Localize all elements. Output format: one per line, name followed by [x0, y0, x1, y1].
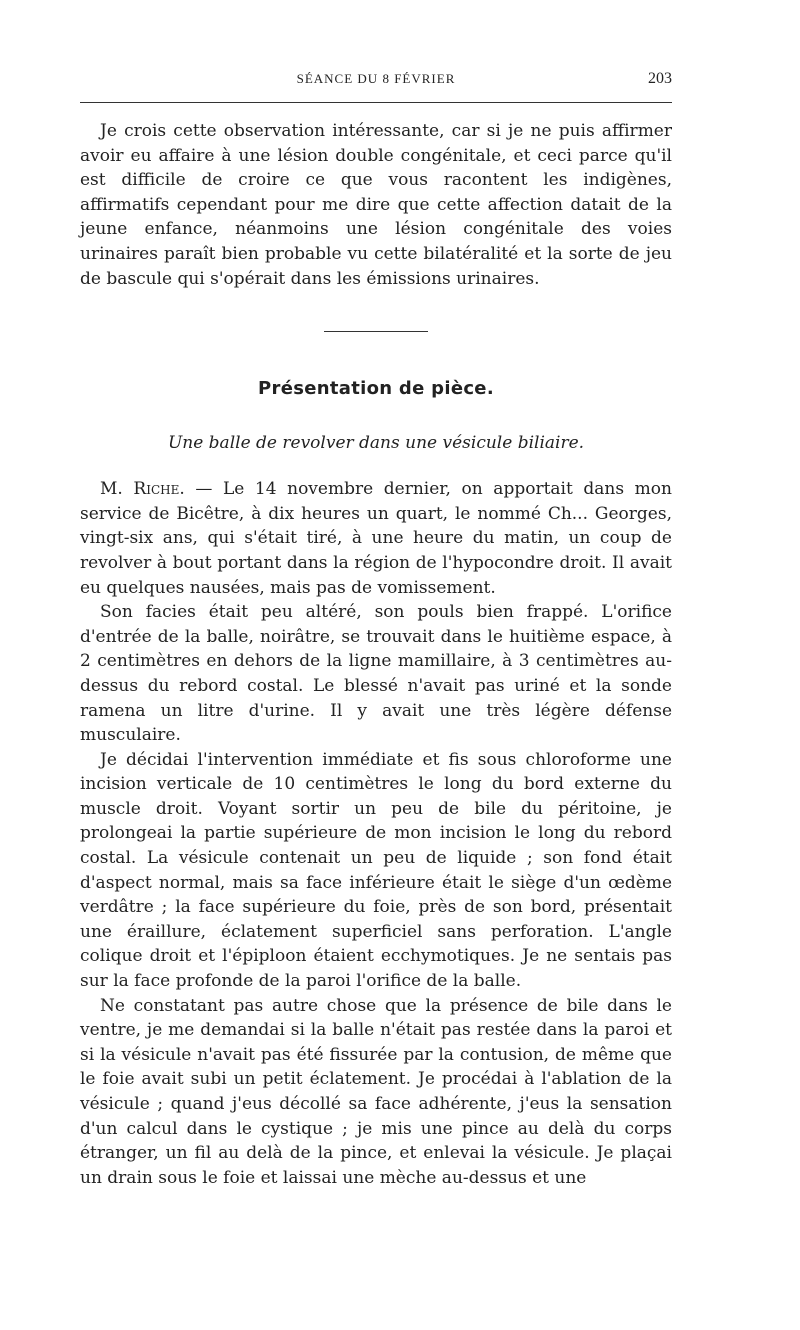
- paragraph-1: [80, 477, 672, 600]
- author-prefix: M.: [100, 479, 134, 500]
- paragraph-4: Ne constatant pas autre chose que la présence de bile dans le ventre, je me demandai si la balle n'était pas restée dans la paroi et si la vésicule n'avait pas été fissurée par la contusion, de même que le foie avait subi un petit éclatement. Je procédai à l'ablation de la vésicule ; quand j'eus décollé sa face adhérente, j'eus la sensation d'un calcul dans le cystique ; je mis une pince au delà du corps étranger, un fil au delà de la pince, et enlevai la vésicule. Je plaçai un drain sous le foie et laissai une mèche au-dessus et une: [80, 995, 672, 1188]
- section-subtitle: Une balle de revolver dans une vésicule biliaire.: [167, 433, 585, 454]
- body-text: [80, 477, 672, 1190]
- running-head: SÉANCE DU 8 FÉVRIER: [296, 71, 456, 86]
- document-page: [80, 70, 672, 1190]
- paragraph-3: Je décidai l'intervention immédiate et fis sous chloroforme une incision verticale de 10 centimètres le long du bord externe du muscle droit. Voyant sortir un peu de bile du péritoine, je prolongeai la partie supérieure de mon incision le long du rebord costal. La vésicule contenait un peu de liquide ; son fond était d'aspect normal, mais sa face inférieure était le siège d'un œdème verdâtre ; la face supérieure du foie, près de son bord, présentait une éraillure, éclatement superficiel sans perforation. L'angle colique droit et l'épiploon étaient ecchymotiques. Je ne sentais pas sur la face profonde de la paroi l'orifice de la balle.: [80, 749, 672, 992]
- section-title: Présentation de pièce.: [258, 378, 494, 400]
- paragraph-2: Son facies était peu altéré, son pouls bien frappé. L'orifice d'entrée de la balle, noirâtre, se trouvait dans le huitième espace, à 2 centimètres en dehors de la ligne mamillaire, à 3 centimètres au-dessus du rebord costal. Le blessé n'avait pas uriné et la sonde ramena un litre d'urine. Il y avait une très légère défense musculaire.: [80, 602, 672, 746]
- paragraph-1-text: . — Le 14 novembre dernier, on apportait dans mon service de Bicêtre, à dix heures un quart, le nommé Ch... Georges, vingt-six ans, qui s'était tiré, à une heure du matin, un coup de revolver à bout portant dans la région de l'hypocondre droit. Il avait eu quelques nausées, mais pas de vomissement.: [80, 479, 672, 598]
- author-name: Riche: [133, 479, 180, 500]
- header-rule: [80, 102, 672, 103]
- page-header: [80, 70, 672, 96]
- page-number: 203: [648, 70, 672, 87]
- section-separator: [324, 331, 428, 332]
- intro-paragraph: Je crois cette observation intéressante, car si je ne puis affirmer avoir eu affaire à une lésion double congénitale, et ceci parce qu'il est difficile de croire ce que vous racontent les indigènes, affirmatifs cependant pour me dire que cette affection datait de la jeune enfance, néanmoins une lésion congénitale des voies urinaires paraît bien probable vu cette bilatéralité et la sorte de jeu de bascule qui s'opérait dans les émissions urinaires.: [80, 121, 672, 289]
